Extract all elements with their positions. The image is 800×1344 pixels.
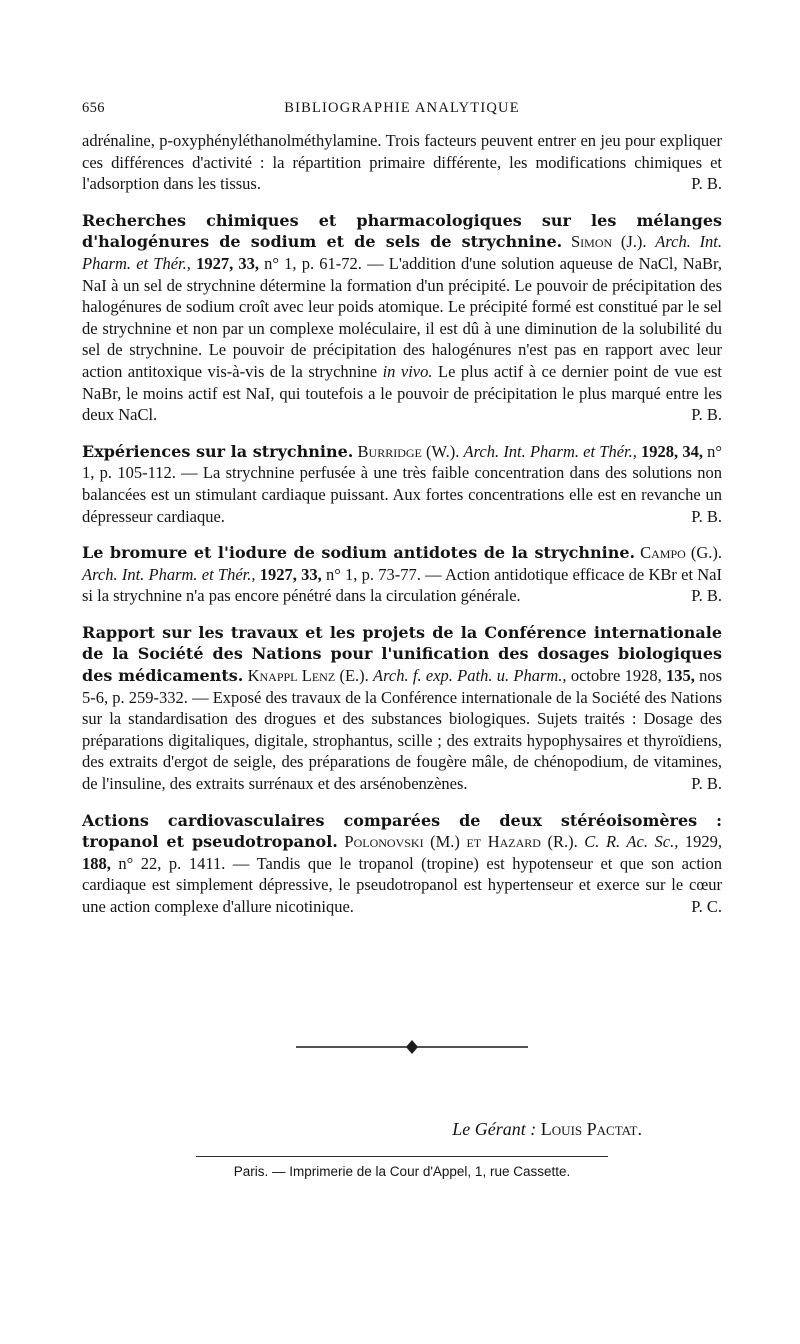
entry-italic-phrase: in vivo. (382, 361, 433, 381)
entry-heading: Rapport sur les travaux et les projets de la Conférence internationale de la Société des Nations pour l'unification des dosages biologiques des médicaments. (82, 622, 722, 686)
entry-signature: P. C. (691, 897, 722, 916)
entry-rapport (82, 622, 722, 795)
entry-text: — Tandis que le tropanol (tropine) est hypotenseur et que son action cardiaque est simplement dépressive, le pseudotropanol est hypertenseur et exerce sur le cœur une action complexe d'allure nicotinique. (82, 853, 722, 916)
entry-journal: C. R. Ac. Sc., (584, 832, 679, 852)
entry-text: adrénaline, p-oxyphényléthanolméthylamine. Trois facteurs peuvent entrer en jeu pour expliquer ces différences d'activité : la répartition primaire différente, les modifications chimiques et l'adsorption dans les tissus. (82, 131, 722, 194)
entry-journal: Arch. Int. Pharm. et Thér., (82, 232, 723, 273)
entry-ref-date: 1929, (684, 832, 723, 852)
entry-journal: Arch. f. exp. Path. u. Pharm., (373, 666, 567, 686)
entry-author: Campo (G.). (640, 543, 722, 563)
entry-heading: Le bromure et l'iodure de sodium antidotes de la strychnine. (82, 543, 636, 563)
entry-ref-volume: 188, (82, 853, 111, 873)
entry-text-after: Le plus actif à ce dernier point de vue est NaBr, le moins actif est NaI, qui toutefois a le pouvoir de précipitation le plus marqué entre les deux NaCl. (82, 361, 722, 425)
bibliography-body (82, 130, 722, 933)
entry-ref-volume: 1927, 33, (259, 564, 322, 584)
printer-imprint: Paris. — Imprimerie de la Cour d'Appel, 1, rue Cassette. (233, 1164, 571, 1179)
entry-journal: Arch. Int. Pharm. et Thér., (82, 564, 256, 584)
entry-halogenures (82, 210, 722, 426)
entry-signature: P. B. (691, 405, 722, 425)
entry-ref-volume: 135, (665, 666, 695, 686)
running-title: BIBLIOGRAPHIE ANALYTIQUE (284, 100, 520, 116)
entry-ref: nos 5-6, p. 259-332. (82, 666, 723, 707)
entry-heading: Expériences sur la strychnine. (82, 441, 354, 461)
gerant-name: Louis Pactat. (540, 1119, 642, 1139)
entry-ref-date: octobre 1928, (570, 666, 662, 686)
entry-heading: Recherches chimiques et pharmacologiques sur les mélanges d'halogénures de sodium et de sels de strychnine. (82, 210, 722, 252)
entry-text: — Exposé des travaux de la Conférence internationale de la Société des Nations sur la standardisation des drogues et des substances biologiques. Sujets traités : Dosage des préparations digitaliques, digitale, strophantus, scille ; des extraits hypophysaires et thyroïdiens, des extraits d'ergot de seigle, des préparations de fougère mâle, de chénopodium, de vitamines, de l'insuline, des extraits surrénaux et des arsénobenzènes. (82, 687, 722, 794)
entry-journal: Arch. Int. Pharm. et Thér., (463, 441, 637, 461)
entry-author: Knappl Lenz (E.). (247, 666, 369, 686)
entry-author: Polonovski (M.) et Hazard (R.). (344, 832, 578, 852)
entry-ref: n° 1, p. 73-77. (325, 564, 421, 584)
entry-signature: P. B. (691, 174, 722, 194)
imprint-rule (196, 1156, 608, 1157)
entry-continuation (82, 130, 722, 195)
diamond-rule-ornament (296, 1038, 528, 1056)
entry-text: — La strychnine perfusée à une très faible concentration dans des solutions non balancées est un stimulant cardiaque puissant. Aux fortes concentrations elle est en revanche un dépresseur cardiaque. (82, 463, 723, 526)
entry-ref: n° 22, p. 1411. (118, 853, 226, 873)
running-header (82, 100, 722, 120)
entry-signature: P. B. (691, 506, 722, 526)
entry-author: Simon (J.). (570, 232, 647, 252)
entry-signature: P. B. (691, 586, 722, 606)
gerant-label: Le Gérant : (452, 1119, 537, 1139)
entry-tropanol (82, 810, 722, 918)
entry-ref: n° 1, p. 61-72. (264, 253, 362, 273)
entry-text: — Action antidotique efficace de KBr et NaI si la strychnine n'a pas encore pénétré dans la circulation générale. (82, 564, 723, 606)
entry-signature: P. B. (691, 774, 722, 794)
entry-heading: Actions cardiovasculaires comparées de deux stéréoisomères : tropanol et pseudotropanol. (82, 810, 722, 852)
gerant-line (452, 1119, 642, 1140)
entry-ref: n° 1, p. 105-112. (82, 441, 723, 483)
page-number: 656 (82, 100, 105, 116)
entry-ref-volume: 1927, 33, (196, 253, 259, 273)
entry-author: Burridge (W.). (357, 441, 460, 461)
entry-text: — L'addition d'une solution aqueuse de NaCl, NaBr, NaI à un sel de strychnine détermine la formation d'un précipité. Le pouvoir de précipitation des halogénures de sodium croît avec leur poids atomique. Le précipité formé est constitué par le sel de strychnine et non par un complexe moléculaire, il est dû à une diminution de la solubilité du sel de strychnine. Le pouvoir de précipitation des halogénures n'est pas en rapport avec leur action antitoxique vis-à-vis de la strychnine (82, 253, 722, 381)
entry-bromure (82, 542, 722, 607)
entry-ref-volume: 1928, 34, (641, 441, 703, 461)
entry-strychnine (82, 441, 722, 527)
